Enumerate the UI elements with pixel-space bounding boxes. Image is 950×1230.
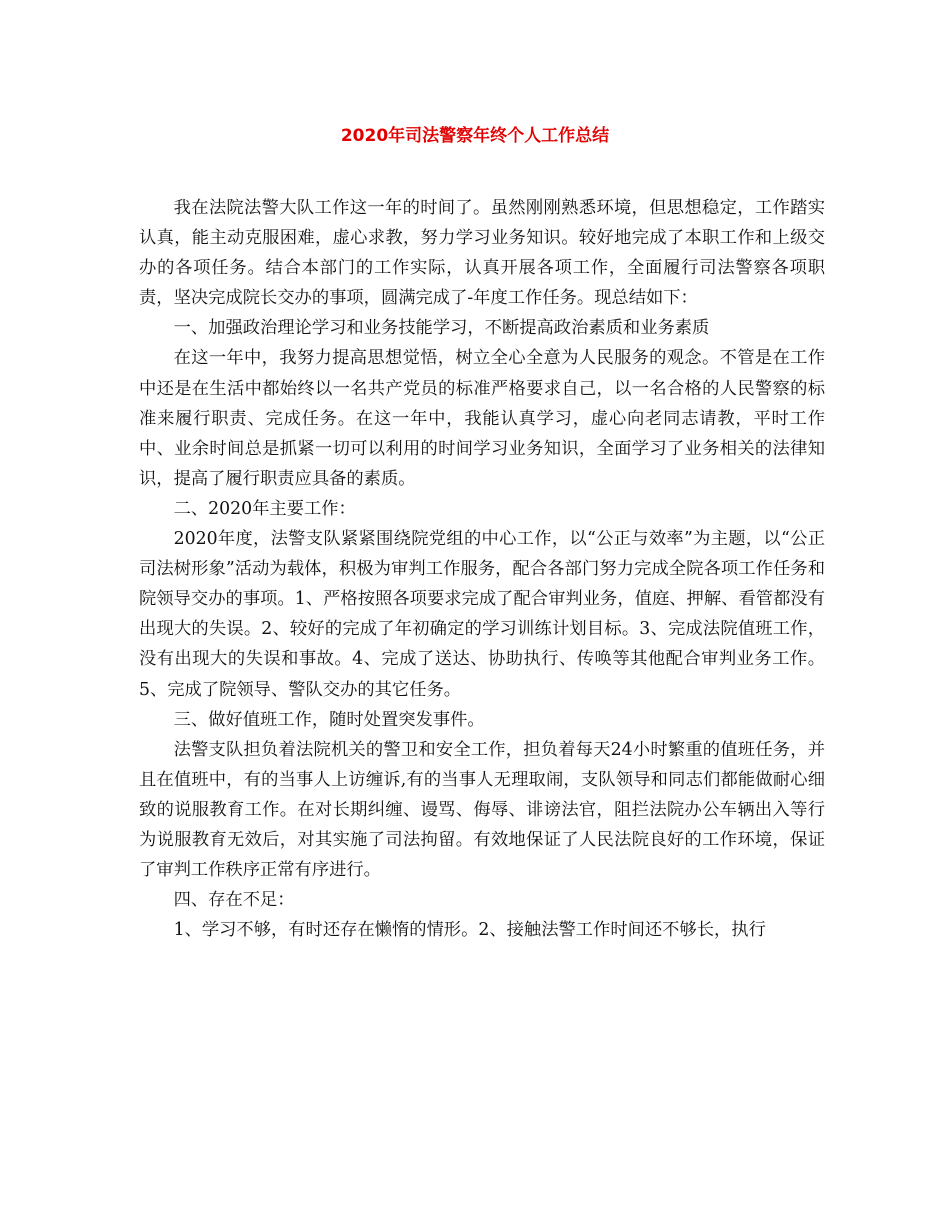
section-2-paragraph: 2020年度，法警支队紧紧围绕院党组的中心工作，以“公正与效率”为主题，以“公正司法树形象”活动为载体，积极为审判工作服务，配合各部门努力完成全院各项工作任务和院领导交办的事项。1、严格按照各项要求完成了配合审判业务，值庭、押解、看管都没有出现大的失误。2、较好的完成了年初确定的学习训练计划目标。3、完成法院值班工作，没有出现大的失误和事故。4、完成了送达、协助执行、传唤等其他配合审判业务工作。5、完成了院领导、警队交办的其它任务。: [139, 529, 825, 700]
section-heading-4: 四、存在不足：: [173, 890, 295, 911]
section-1-paragraph: 在这一年中，我努力提高思想觉悟，树立全心全意为人民服务的观念。不管是在工作中还是在生活中都始终以一名共产党员的标准严格要求自己，以一名合格的人民警察的标准来履行职责、完成任务。在这一年中，我能认真学习，虚心向老同志请教，平时工作中、业余时间总是抓紧一切可以利用的时间学习业务知识，全面学习了业务相关的法律知识，提高了履行职责应具备的素质。: [139, 348, 825, 489]
section-heading-2: 二、2020年主要工作：: [173, 498, 356, 519]
section-3-paragraph: 法警支队担负着法院机关的警卫和安全工作，担负着每天24小时繁重的值班任务，并且在值班中，有的当事人上访缠诉,有的当事人无理取闹，支队领导和同志们都能做耐心细致的说服教育工作。在对长期纠缠、谩骂、侮辱、诽谤法官，阻拦法院办公车辆出入等行为说服教育无效后，对其实施了司法拘留。有效地保证了人民法院良好的工作环境，保证了审判工作秩序正常有序进行。: [139, 739, 825, 881]
section-heading-1: 一、加强政治理论学习和业务技能学习，不断提高政治素质和业务素质: [173, 318, 710, 339]
section-heading-3: 三、做好值班工作，随时处置突发事件。: [173, 709, 485, 730]
section-4-paragraph: 1、学习不够，有时还存在懒惰的情形。2、接触法警工作时间还不够长，执行: [173, 920, 766, 941]
intro-paragraph: 我在法院法警大队工作这一年的时间了。虽然刚刚熟悉环境，但思想稳定，工作踏实认真，能主动克服困难，虚心求教，努力学习业务知识。较好地完成了本职工作和上级交办的各项任务。结合本部门的工作实际，认真开展各项工作，全面履行司法警察各项职责，坚决完成院长交办的事项，圆满完成了-年度工作任务。现总结如下：: [139, 198, 825, 309]
document-body: [139, 193, 825, 945]
document-title: 2020年司法警察年终个人工作总结: [340, 126, 610, 146]
